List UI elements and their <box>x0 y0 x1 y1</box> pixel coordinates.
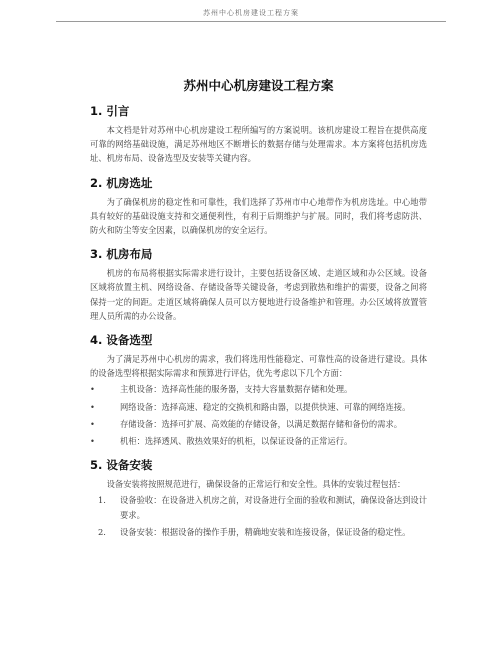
list-item-text: 机柜：选择透风、散热效果好的机柜，以保证设备的正常运行。 <box>120 436 353 447</box>
section-heading: 4. 设备选型 <box>90 333 153 348</box>
section-paragraph: 设备安装将按照规范进行，确保设备的正常运行和安全性。具体的安装过程包括： <box>106 479 406 490</box>
section-paragraph: 为了确保机房的稳定性和可靠性，我们选择了苏州市中心地带作为机房选址。中心地带具有较好的基础设施支持和交通便利性，有利于后期维护与扩展。同时，我们将考虑防洪、防火和防尘等安全因素，以确保机房的安全运行。 <box>90 196 427 236</box>
section-heading: 5. 设备安装 <box>90 458 153 473</box>
installation-step-list <box>90 493 427 539</box>
section-heading: 2. 机房选址 <box>90 175 153 190</box>
bullet-icon: • <box>90 384 95 395</box>
bullet-icon: • <box>90 418 95 429</box>
step-number: 2. <box>98 526 106 537</box>
bullet-icon: • <box>90 401 95 412</box>
list-item-text: 主机设备：选择高性能的服务器，支持大容量数据存储和处理。 <box>120 384 353 395</box>
section-heading: 1. 引言 <box>90 104 130 118</box>
list-item <box>90 400 427 414</box>
section-layout <box>90 246 427 323</box>
list-item-text: 设备验收：在设备进入机房之前，对设备进行全面的验收和测试，确保设备达到设计要求。 <box>120 495 427 520</box>
list-item-text: 网络设备：选择高速、稳定的交换机和路由器，以提供快速、可靠的网络连接。 <box>120 401 411 412</box>
list-item <box>90 525 427 539</box>
document-title: 苏州中心机房建设工程方案 <box>183 78 334 93</box>
header-rule <box>56 21 446 22</box>
section-site-selection <box>90 175 427 238</box>
section-introduction <box>90 103 427 166</box>
section-paragraph: 机房的布局将根据实际需求进行设计，主要包括设备区域、走道区域和办公区域。设备区域将放置主机、网络设备、存储设备等关键设备，考虑到散热和维护的需要，设备之间将保持一定的间距。走道区域将确保人员可以方便地进行设备维护和管理。办公区域将放置管理人员所需的办公设备。 <box>90 268 427 321</box>
list-item-text: 设备安装：根据设备的操作手册，精确地安装和连接设备，保证设备的稳定性。 <box>120 526 411 537</box>
section-installation <box>90 457 427 539</box>
running-header: 苏州中心机房建设工程方案 <box>203 9 299 17</box>
section-paragraph: 为了满足苏州中心机房的需求，我们将选用性能稳定、可靠性高的设备进行建设。具体的设备选型将根据实际需求和预算进行评估，优先考虑以下几个方面： <box>90 354 427 379</box>
list-item <box>90 382 427 396</box>
list-item <box>90 493 427 521</box>
step-number: 1. <box>98 495 106 506</box>
section-paragraph: 本文档是针对苏州中心机房建设工程所编写的方案说明。该机房建设工程旨在提供高度可靠的网络基础设施，满足苏州地区不断增长的数据存储与处理需求。本方案将包括机房选址、机房布局、设备选型及安装等关键内容。 <box>90 125 427 164</box>
document-body <box>90 76 427 542</box>
equipment-bullet-list <box>90 382 427 448</box>
section-heading: 3. 机房布局 <box>90 247 153 262</box>
list-item <box>90 434 427 448</box>
bullet-icon: • <box>90 436 95 447</box>
list-item-text: 存储设备：选择可扩展、高效能的存储设备，以满足数据存储和备份的需求。 <box>120 418 403 429</box>
list-item <box>90 417 427 431</box>
section-equipment-selection <box>90 332 427 448</box>
